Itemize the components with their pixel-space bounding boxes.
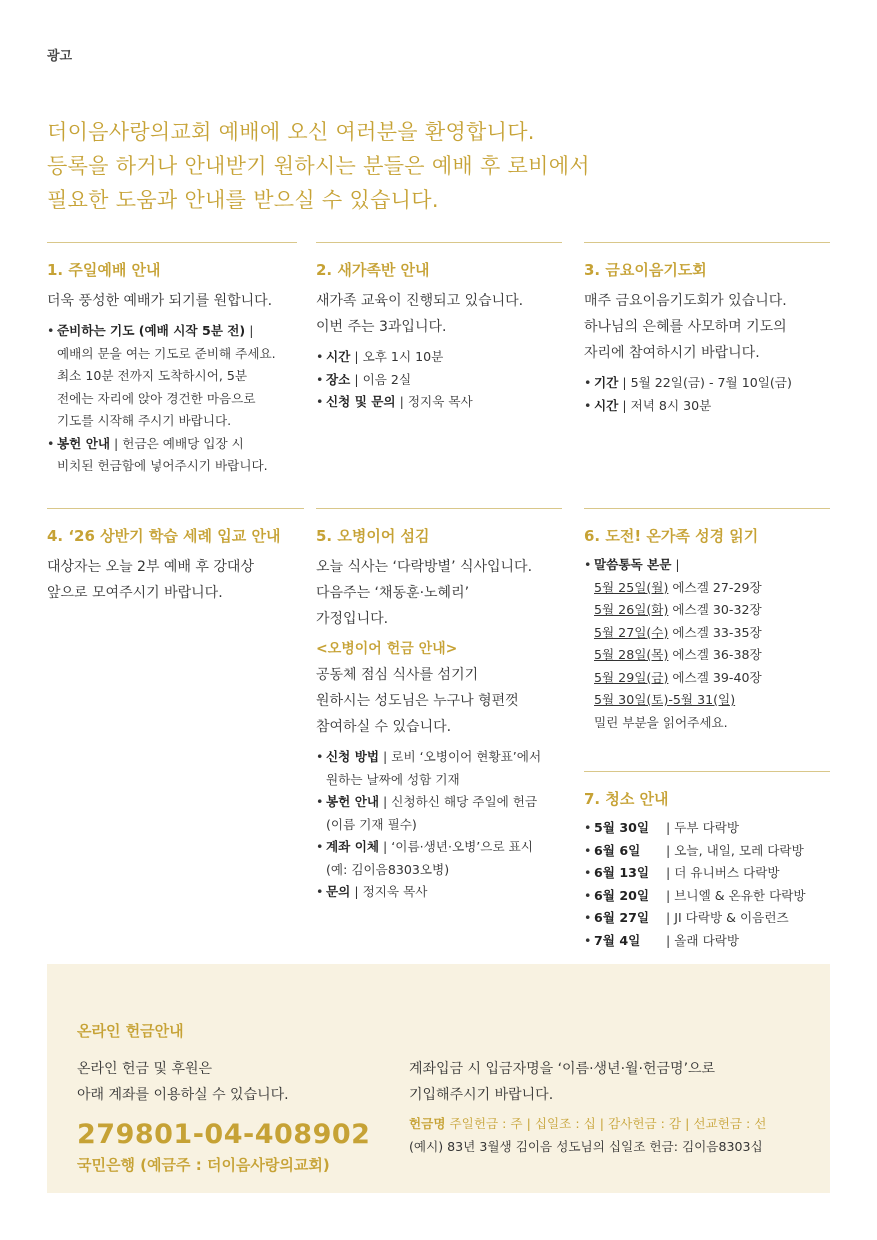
online-offering-box xyxy=(47,964,830,1193)
offering-codes: 헌금명 주일헌금 : 주 | 십일조 : 십 | 감사헌금 : 감 | 선교헌금 : 선 xyxy=(409,1116,767,1131)
section-title: 2. 새가족반 안내 xyxy=(316,261,430,279)
bank-info: 국민은행 (예금주 : 더이음사랑의교회) xyxy=(77,1156,330,1174)
bullet-offering: • 봉헌 안내 | 신청하신 해당 주일에 헌금 xyxy=(316,791,562,814)
section-bible-reading xyxy=(584,508,830,734)
section-title: 1. 주일예배 안내 xyxy=(47,261,161,279)
reading-row: 5월 29일(금) 에스겔 39-40장 xyxy=(594,669,762,685)
reading-row: 5월 30일(토)-5월 31(일) xyxy=(594,692,736,707)
ad-label: 광고 xyxy=(47,49,73,64)
section-intro: 더욱 풍성한 예배가 되기를 원합니다. xyxy=(47,293,273,309)
section-new-family: 2. 새가족반 안내 새가족 교육이 진행되고 있습니다. 이번 주는 3과입니다. • 시간 | 오후 1시 10분 • 장소 | 이음 2실 • 신청 및 문의 | 정지욱 목사 xyxy=(316,242,562,414)
cleaning-row: • 6월 13일 | 더 유니버스 다락방 xyxy=(584,862,830,885)
cleaning-row: • 6월 6일 | 오늘, 내일, 모레 다락방 xyxy=(584,840,830,863)
divider xyxy=(47,508,304,509)
divider xyxy=(316,508,562,509)
reading-row: 5월 25일(월) 에스겔 27-29장 xyxy=(594,579,762,595)
section-title: 6. 도전! 온가족 성경 읽기 xyxy=(584,527,759,545)
bullet-offering: • 봉헌 안내 | 헌금은 예배당 입장 시 xyxy=(47,433,297,456)
section-title: 5. 오병이어 섬김 xyxy=(316,527,430,545)
bullet-place: • 장소 | 이음 2실 xyxy=(316,369,562,392)
divider xyxy=(47,242,297,243)
bullet-apply: • 신청 방법 | 로비 ‘오병이어 현황표’에서 xyxy=(316,746,562,769)
section-friday-prayer: 3. 금요이음기도회 매주 금요이음기도회가 있습니다. 하나님의 은혜를 사모하며 기도의 자리에 참여하시기 바랍니다. • 기간 | 5월 22일(금) - 7월 10일(금) • 시간 | 저녁 8시 30분 xyxy=(584,242,830,417)
divider xyxy=(316,242,562,243)
divider xyxy=(584,242,830,243)
bullet-reading-text: • 말씀통독 본문 | xyxy=(584,554,830,577)
bullet-transfer: • 계좌 이체 | ‘이름·생년·오병’으로 표시 xyxy=(316,836,562,859)
welcome-line: 등록을 하거나 안내받기 원하시는 분들은 예배 후 로비에서 xyxy=(47,154,590,178)
bullet-contact: • 문의 | 정지욱 목사 xyxy=(316,881,562,904)
divider xyxy=(584,508,830,509)
online-offering-right: 계좌입금 시 입금자명을 ‘이름·생년·월·헌금명’으로 기입해주시기 바랍니다. 헌금명 주일헌금 : 주 | 십일조 : 십 | 감사헌금 : 감 | 선교헌금 : 선 (예시) 83년 3월생 김이음 성도님의 십일조 헌금: 김이음8303십 xyxy=(409,1056,819,1158)
section-baptism: 4. ‘26 상반기 학습 세례 입교 안내 대상자는 오늘 2부 예배 후 강대상 앞으로 모여주시기 바랍니다. xyxy=(47,508,304,606)
cleaning-row: • 6월 20일 | 브니엘 & 온유한 다락방 xyxy=(584,885,830,908)
online-offering-title: 온라인 헌금안내 xyxy=(77,1022,184,1040)
sub-title: <오병이어 헌금 안내> xyxy=(316,641,458,657)
cleaning-row: • 6월 27일 | JI 다락방 & 이음런즈 xyxy=(584,907,830,930)
section-title: 7. 청소 안내 xyxy=(584,790,669,808)
welcome-line: 필요한 도움과 안내를 받으실 수 있습니다. xyxy=(47,188,439,212)
section-meal-service: 5. 오병이어 섬김 오늘 식사는 ‘다락방별’ 식사입니다. 다음주는 ‘채동훈·노혜리’ 가정입니다. <오병이어 헌금 안내> 공동체 점심 식사를 섬기기 원하시는 성도님은 누구나 형편껏 참여하실 수 있습니다. • 신청 방법 | 로비 ‘오병이어 현황표’에서 원하는 날짜에 성함 기재 • 봉헌 안내 | 신청하신 해당 주일에 헌금 (이름 기재 필수) • 계좌 이체 | ‘이름·생년·오병’으로 표시 (예: 김이음8303오병) • 문의 | 정지욱 목사 xyxy=(316,508,562,904)
welcome-message xyxy=(47,115,837,217)
reading-row: 5월 27일(수) 에스겔 33-35장 xyxy=(594,624,762,640)
bullet-contact: • 신청 및 문의 | 정지욱 목사 xyxy=(316,391,562,414)
offering-example: (예시) 83년 3월생 김이음 성도님의 십일조 헌금: 김이음8303십 xyxy=(409,1139,763,1154)
section-title: 4. ‘26 상반기 학습 세례 입교 안내 xyxy=(47,527,281,545)
welcome-line: 더이음사랑의교회 예배에 오신 여러분을 환영합니다. xyxy=(47,120,535,144)
bullet-prayer: • 준비하는 기도 (예배 시작 5분 전) | xyxy=(47,320,297,343)
reading-row: 5월 28일(목) 에스겔 36-38장 xyxy=(594,647,762,662)
online-offering-left: 온라인 헌금 및 후원은 아래 계좌를 이용하실 수 있습니다. 279801-04-408902 국민은행 (예금주 : 더이음사랑의교회) xyxy=(77,1056,377,1176)
reading-note: 밀린 부분을 읽어주세요. xyxy=(594,714,728,730)
section-title: 3. 금요이음기도회 xyxy=(584,261,707,279)
cleaning-row: • 5월 30일 | 두부 다락방 xyxy=(584,817,830,840)
bullet-period: • 기간 | 5월 22일(금) - 7월 10일(금) xyxy=(584,372,830,395)
section-sunday-worship: 1. 주일예배 안내 더욱 풍성한 예배가 되기를 원합니다. • 준비하는 기도 (예배 시작 5분 전) | 예배의 문을 여는 기도로 준비해 주세요. 최소 10분 전까지 도착하시어, 5분 전에는 자리에 앉아 경건한 마음으로 기도를 시작해 주시기 바랍니다. • 봉헌 안내 | 헌금은 예배당 입장 시 비치된 헌금함에 넣어주시기 바랍니다. xyxy=(47,242,297,478)
cleaning-row: • 7월 4일 | 올래 다락방 xyxy=(584,930,830,953)
section-cleaning xyxy=(584,771,830,952)
bullet-time: • 시간 | 저녁 8시 30분 xyxy=(584,395,830,418)
bullet-time: • 시간 | 오후 1시 10분 xyxy=(316,346,562,369)
reading-row: 5월 26일(화) 에스겔 30-32장 xyxy=(594,602,762,617)
divider xyxy=(584,771,830,772)
account-number: 279801-04-408902 xyxy=(77,1119,371,1150)
